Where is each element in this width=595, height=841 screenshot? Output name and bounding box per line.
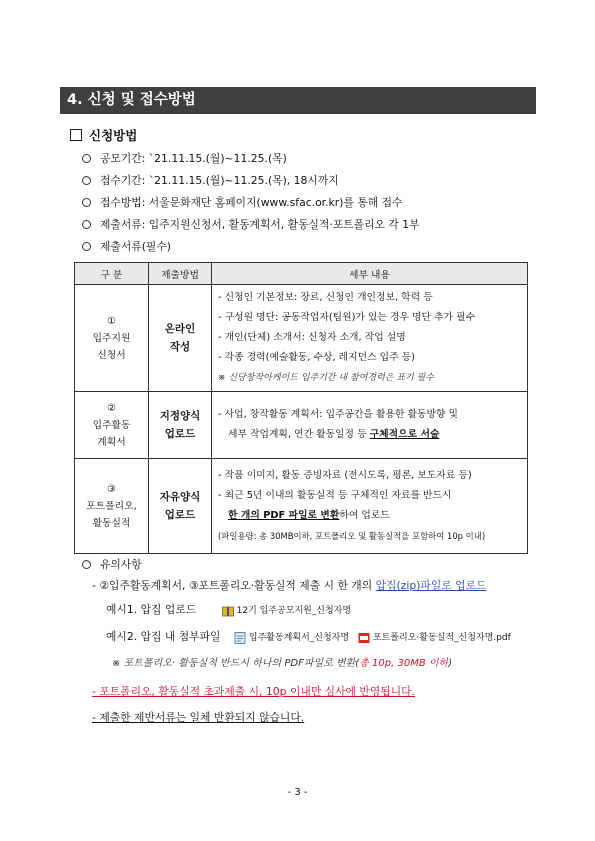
method-text: 지정양식 (159, 410, 201, 422)
method-text: 온라인 (164, 323, 196, 335)
detail-line: (파일용량: 총 30MB이하, 포트폴리오 및 활동실적을 포함하여 10p 이내) (218, 531, 486, 541)
square-bullet-icon (70, 129, 82, 141)
table-header-row (75, 263, 528, 285)
emphasis-text: 한 개의 PDF 파일로 변환 (228, 510, 340, 521)
table-row (75, 459, 528, 554)
category-name: 입주지원 (92, 332, 131, 344)
circle-bullet-icon (82, 154, 91, 163)
category-cell (75, 285, 149, 392)
method-cell (149, 285, 212, 392)
method-text: 업로드 (164, 428, 196, 440)
detail-cell (212, 392, 528, 459)
bullet-text: 공모기간: `21.11.15.(월)~11.25.(목) (100, 152, 287, 165)
method-text: 작성 (169, 341, 191, 353)
method-cell (149, 392, 212, 459)
example-line (106, 629, 511, 644)
note-limit-text: 총 10p, 30MB 이하 (359, 658, 449, 669)
table-header: 세부 내용 (212, 263, 528, 285)
bullet-text: 제출서류(필수) (100, 240, 172, 253)
bullet-item (82, 239, 171, 254)
warning-line: - 포트폴리오, 활동실적 초과제출 시, 10p 이내만 심사에 반영됩니다. (92, 685, 415, 698)
method-text: 업로드 (164, 509, 196, 521)
note-text: - ②입주활동계획서, ③포트폴리오·활동실적 제출 시 한 개의 (92, 579, 376, 592)
file-name: 포트폴리오·활동실적_신청자명.pdf (372, 633, 511, 643)
category-name: 입주활동 (92, 419, 131, 431)
subsection-heading (70, 126, 137, 144)
bullet-text: 접수기간: `21.11.15.(월)~11.25.(목), 18시까지 (100, 174, 339, 187)
notes-heading (82, 557, 142, 572)
bullet-item (82, 151, 287, 166)
detail-line: - 사업, 창작활동 계획서: 입주공간을 활용한 활동방향 및 (218, 409, 458, 420)
zip-file-entry (222, 606, 351, 616)
circle-bullet-icon (82, 560, 91, 569)
page-number: - 3 - (287, 787, 308, 798)
detail-line: - 구성원 명단: 공동작업자(팀원)가 있는 경우 명단 추가 필수 (218, 312, 476, 323)
note-text: ) (448, 658, 453, 669)
bullet-item (82, 195, 402, 210)
detail-line: - 개인(단체) 소개서: 신청자 소개, 작업 설명 (218, 332, 406, 343)
circle-bullet-icon (82, 242, 91, 251)
detail-cell (212, 459, 528, 554)
table-row (75, 392, 528, 459)
note-text: ※ 포트폴리오· 활동실적 반드시 하나의 PDF파일로 변환( (112, 658, 360, 669)
hwp-file-entry (234, 633, 352, 643)
detail-line: - 각종 경력(예술활동, 수상, 레지던스 입주 등) (218, 352, 415, 363)
detail-line (218, 506, 521, 526)
detail-text: 하여 업로드 (339, 510, 390, 521)
table-header: 제출방법 (149, 263, 212, 285)
detail-line: - 최근 5년 이내의 활동실적 등 구체적인 자료를 반드시 (218, 490, 452, 501)
zip-upload-link[interactable]: 압집(zip)파일로 업로드 (375, 579, 487, 592)
row-number: ② (107, 402, 116, 414)
bullet-item (82, 173, 339, 188)
category-name: 계획서 (97, 436, 126, 448)
conversion-note (112, 654, 452, 669)
file-name: 입주활동계획서_신청자명 (248, 633, 350, 643)
table-row (75, 285, 528, 392)
note-line (92, 578, 486, 593)
example-line (106, 602, 351, 617)
example-label: 예시1. 압집 업로드 (106, 603, 197, 616)
pdf-file-entry (358, 633, 511, 643)
method-text: 자유양식 (159, 491, 201, 503)
pdf-file-icon (358, 632, 370, 644)
method-cell (149, 459, 212, 554)
bullet-text: 제출서류: 입주지원신청서, 활동계획서, 활동실적·포트폴리오 각 1부 (100, 218, 420, 231)
zip-file-icon (222, 605, 234, 617)
category-name: 포트폴리오, (86, 500, 137, 512)
category-cell (75, 459, 149, 554)
table-header: 구 분 (75, 263, 149, 285)
category-name: 신청서 (97, 349, 126, 361)
detail-cell (212, 285, 528, 392)
bullet-text: 접수방법: 서울문화재단 홈페이지(www.sfac.or.kr)를 통해 접수 (100, 196, 403, 209)
subsection-title: 신청방법 (89, 128, 138, 143)
category-cell (75, 392, 149, 459)
hwp-file-icon (234, 632, 246, 644)
section-title: 4. 신청 및 접수방법 (60, 87, 536, 114)
circle-bullet-icon (82, 220, 91, 229)
file-name: 12기 입주공모지원_신청자명 (236, 606, 352, 616)
category-name: 활동실적 (92, 517, 131, 529)
notes-title: 유의사항 (100, 558, 142, 571)
row-number: ③ (107, 483, 116, 495)
detail-line: - 작품 이미지, 활동 증빙자료 (전시도록, 평론, 보도자료 등) (218, 470, 472, 481)
emphasis-text: 구체적으로 서술 (369, 429, 440, 440)
example-label: 예시2. 압집 내 첨부파일 (106, 630, 221, 643)
detail-line (218, 425, 521, 445)
circle-bullet-icon (82, 176, 91, 185)
detail-note: ※ 신당창작아케이드 입주기간 내 참여경력은 표기 필수 (218, 373, 434, 383)
row-number: ① (107, 315, 116, 327)
warning-line: - 제출한 제반서류는 일체 반환되지 않습니다. (92, 711, 305, 724)
detail-text: 세부 작업계획, 연간 활동일정 등 (228, 429, 370, 440)
bullet-item (82, 217, 420, 232)
circle-bullet-icon (82, 198, 91, 207)
documents-table (74, 262, 528, 554)
detail-line: - 신청인 기본정보: 장르, 신청인 개인정보, 학력 등 (218, 292, 433, 303)
